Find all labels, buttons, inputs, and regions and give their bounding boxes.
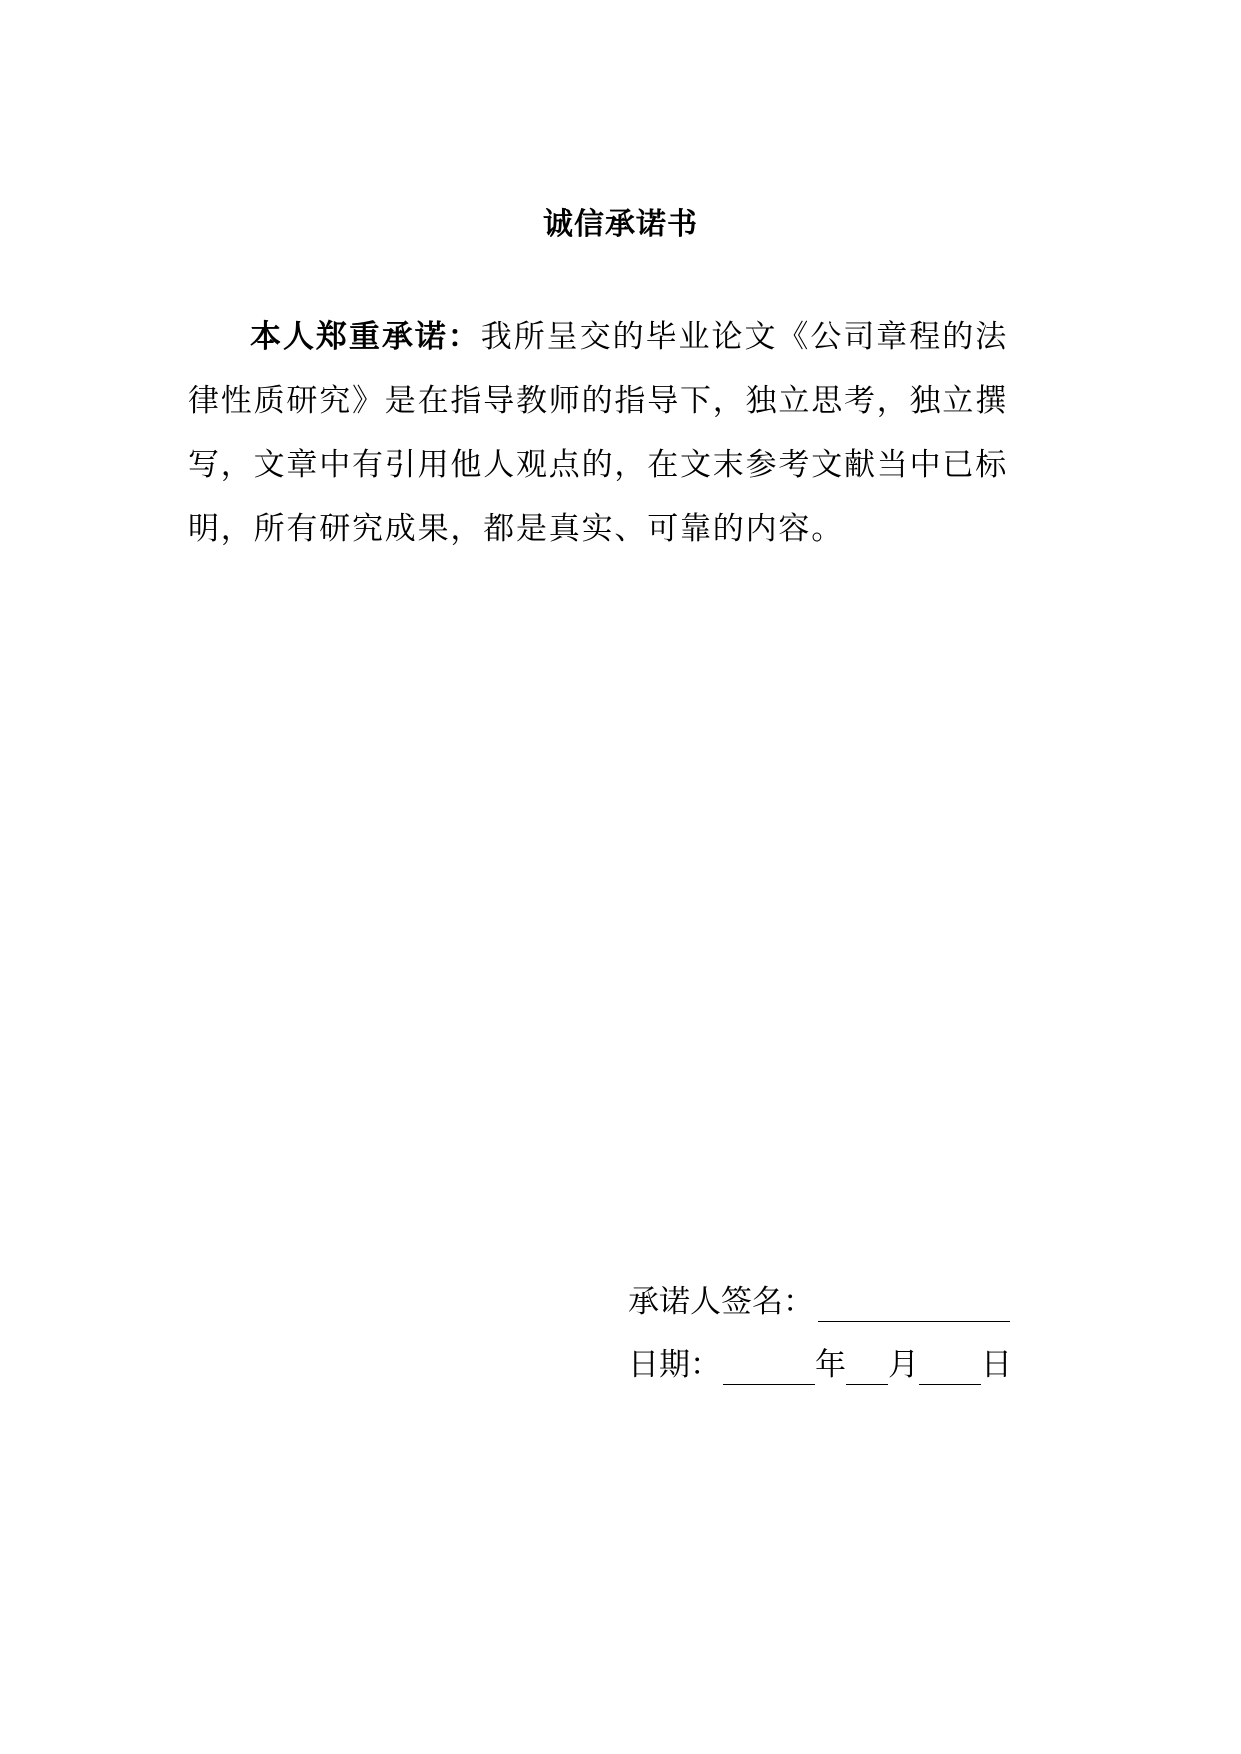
year-blank-line: [723, 1352, 815, 1385]
month-label: 月: [888, 1347, 919, 1383]
year-label: 年: [815, 1347, 846, 1383]
signature-block: [628, 1282, 1012, 1385]
month-blank-line: [846, 1352, 888, 1385]
signer-label: 承诺人签名：: [628, 1284, 814, 1320]
day-label: 日: [981, 1347, 1012, 1383]
signer-row: [628, 1282, 1012, 1322]
date-row: [628, 1345, 1012, 1385]
signer-blank-line: [818, 1289, 1010, 1322]
commitment-paragraph: [188, 305, 1008, 561]
document-title: 诚信承诺书: [543, 207, 698, 242]
day-blank-line: [919, 1352, 981, 1385]
commitment-lead: 本人郑重承诺：: [250, 319, 481, 355]
commitment-body: 我所呈交的毕业论文《公司章程的法律性质研究》是在指导教师的指导下，独立思考，独立撰写，文章中有引用他人观点的，在文末参考文献当中已标明，所有研究成果，都是真实、可靠的内容。: [188, 319, 1008, 547]
date-label: 日期：: [628, 1347, 721, 1383]
